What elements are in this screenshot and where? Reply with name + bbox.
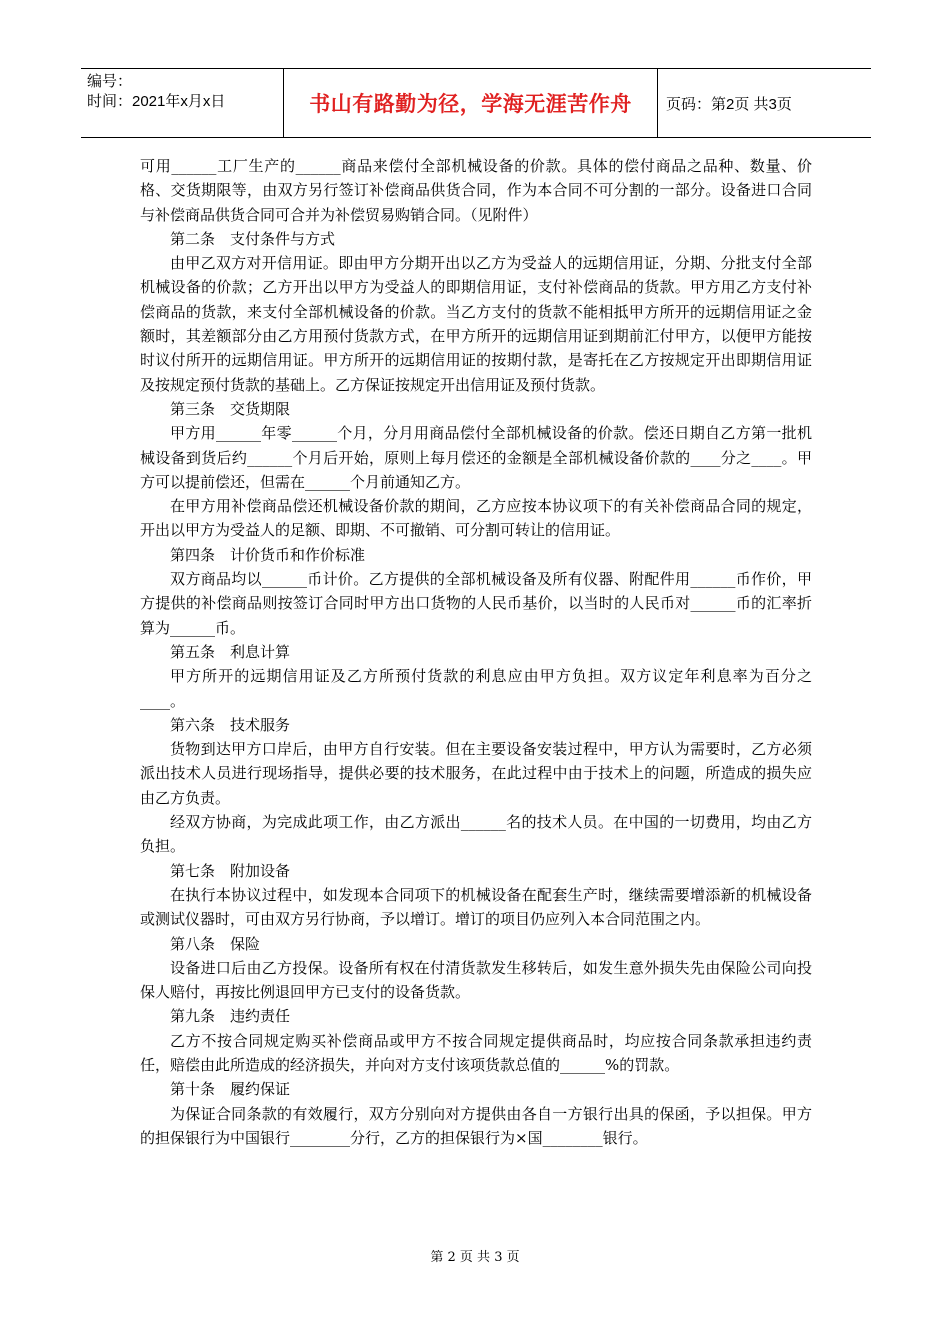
paragraph: 设备进口后由乙方投保。设备所有权在付清货款发生移转后，如发生意外损失先由保险公司向投保人赔付，再按比例退回甲方已支付的设备货款。 [140,958,812,1002]
paragraph: 在甲方用补偿商品偿还机械设备价款的期间，乙方应按本协议项下的有关补偿商品合同的规定，开出以甲方为受益人的足额、即期、不可撤销、可分割可转让的信用证。 [140,497,812,540]
paragraph: 乙方不按合同规定购买补偿商品或甲方不按合同规定提供商品时，均应按合同条款承担违约责任，赔偿由此所造成的经济损失，并向对方支付该项货款总值的______%的罚款。 [140,1031,812,1074]
page-footer: 第 2 页 共 3 页 [430,1250,520,1265]
paragraph: 甲方所开的远期信用证及乙方所预付货款的利息应由甲方负担。双方议定年利息率为百分之____。 [140,667,812,710]
paragraph: 双方商品均以______币计价。乙方提供的全部机械设备及所有仪器、附配件用______币作价，甲方提供的补偿商品则按签订合同时甲方出口货物的人民币基价，以当时的人民币对______币的汇率折算为______币。 [140,570,812,637]
header-left-cell [81,69,284,137]
article-heading: 第五条 利息计算 [170,642,291,661]
paragraph: 为保证合同条款的有效履行，双方分别向对方提供由各自一方银行出具的保函，予以担保。甲方的担保银行为中国银行________分行，乙方的担保银行为×国________银行。 [140,1104,812,1147]
header-motto: 书山有路勤为径，学海无涯苦作舟 [284,69,658,137]
paragraph: 可用______工厂生产的______商品来偿付全部机械设备的价款。具体的偿付商品之品种、数量、价格、交货期限等，由双方另行签订补偿商品供货合同，作为本合同不可分割的一部分。设备进口合同与补偿商品供货合同可合并为补偿贸易购销合同。（见附件） [140,157,812,224]
document-body [140,154,812,1150]
paragraph: 由甲乙双方对开信用证。即由甲方分期开出以乙方为受益人的远期信用证，分期、分批支付全部机械设备的价款；乙方开出以甲方为受益人的即期信用证，支付补偿商品的货款。甲方用乙方支付补偿商品的货款，来支付全部机械设备的价款。当乙方支付的货款不能相抵甲方所开的远期信用证之金额时，其差额部分由乙方用预付货款方式，在甲方所开的远期信用证到期前汇付甲方，以便甲方能按时议付所开的远期信用证。甲方所开的远期信用证的按期付款，是寄托在乙方按规定开出即期信用证及按规定预付货款的基础上。乙方保证按规定开出信用证及预付货款。 [140,254,812,394]
article-heading: 第六条 技术服务 [170,715,291,734]
paragraph: 在执行本协议过程中，如发现本合同项下的机械设备在配套生产时，继续需要增添新的机械设备或测试仪器时，可由双方另行协商，予以增订。增订的项目仍应列入本合同范围之内。 [140,885,812,929]
header-page-label: 页码：第2页 共3页 [666,95,792,113]
article-heading: 第二条 支付条件与方式 [170,229,336,248]
article-heading: 第十条 履约保证 [170,1080,291,1099]
article-heading: 第四条 计价货币和作价标准 [170,545,366,564]
page-header [81,68,871,138]
article-heading: 第八条 保险 [170,934,261,953]
paragraph: 经双方协商，为完成此项工作，由乙方派出______名的技术人员。在中国的一切费用，均由乙方负担。 [140,813,812,856]
paragraph: 甲方用______年零______个月，分月用商品偿付全部机械设备的价款。偿还日期自乙方第一批机械设备到货后约______个月后开始，原则上每月偿还的金额是全部机械设备价款的____分之____。甲方可以提前偿还，但需在______个月前通知乙方。 [140,424,812,491]
article-heading: 第七条 附加设备 [170,861,291,880]
date-label: 时间：2021年x月x日 [87,93,226,110]
article-heading: 第九条 违约责任 [170,1007,291,1026]
article-heading: 第三条 交货期限 [170,399,291,418]
paragraph: 货物到达甲方口岸后，由甲方自行安装。但在主要设备安装过程中，甲方认为需要时，乙方必须派出技术人员进行现场指导，提供必要的技术服务，在此过程中由于技术上的问题，所造成的损失应由乙方负责。 [140,740,812,807]
code-label: 编号： [87,73,133,90]
